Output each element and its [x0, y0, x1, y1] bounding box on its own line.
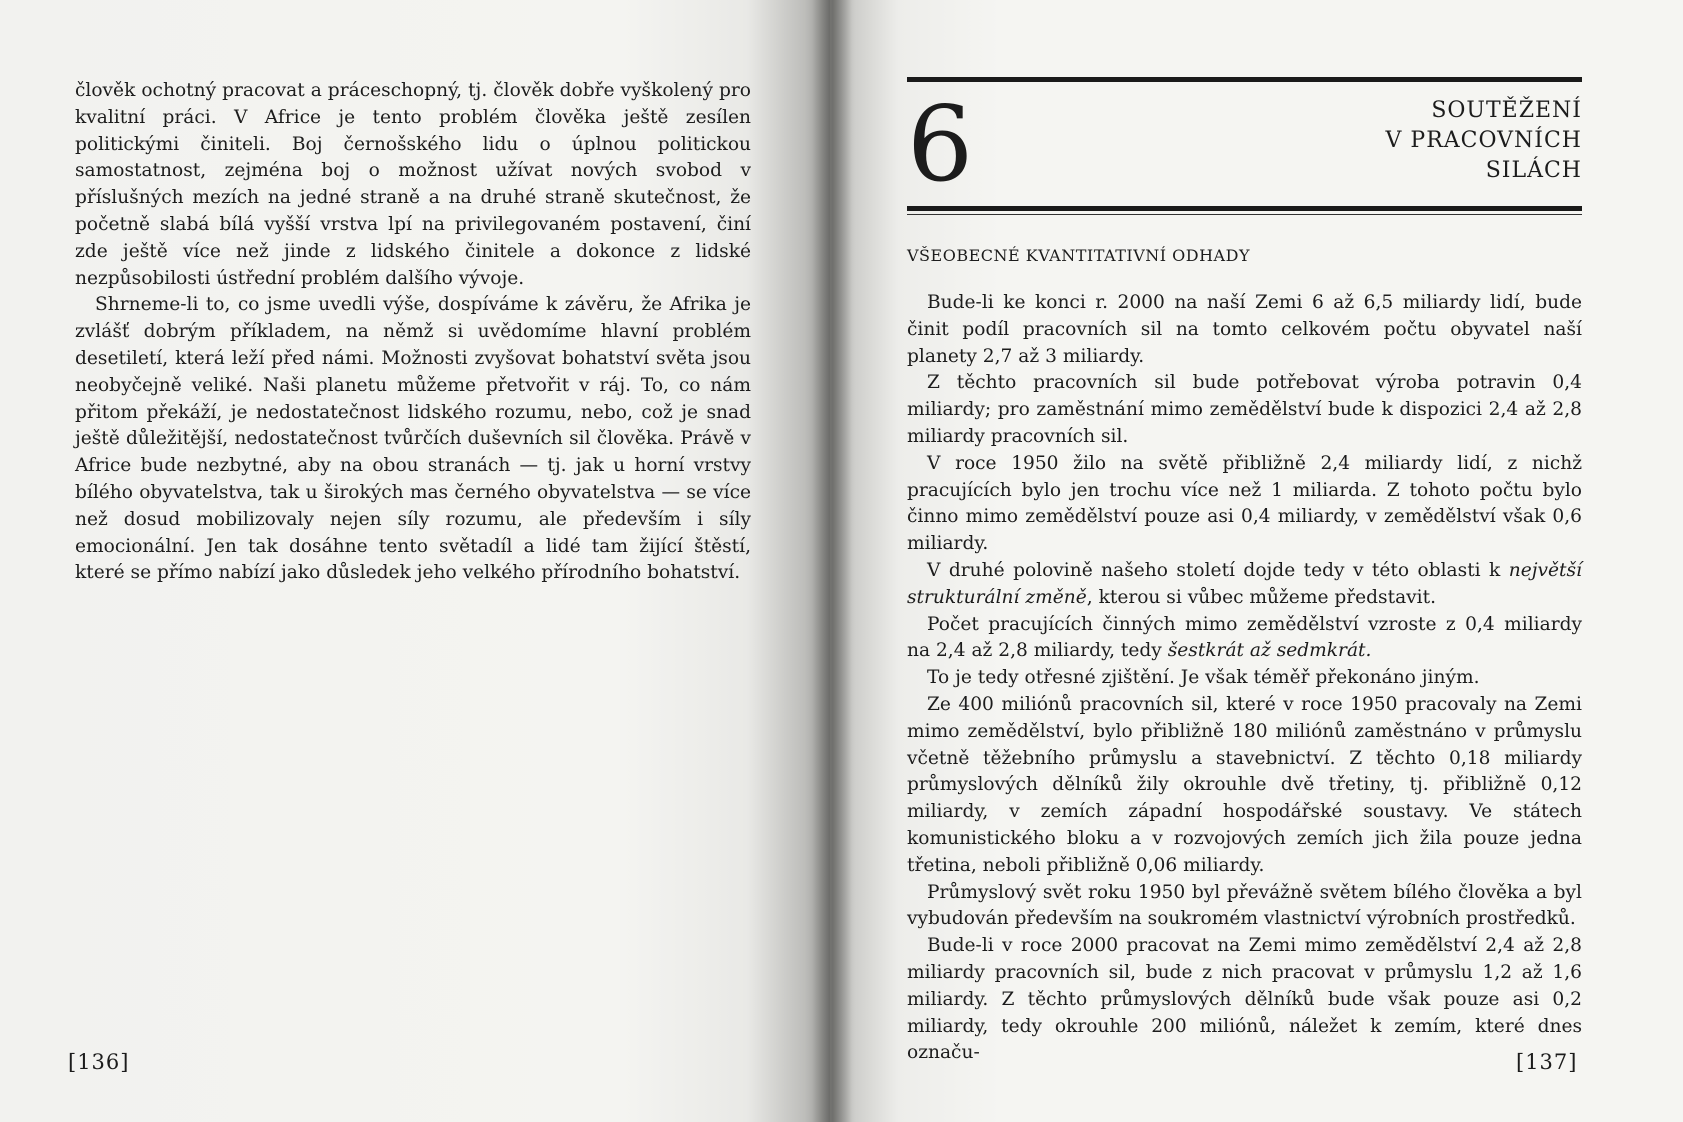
right-paragraph-4-emphasis: největší strukturální změně: [907, 559, 1582, 608]
right-paragraph-1: Bude-li ke konci r. 2000 na naší Zemi 6 až 6,5 miliardy lidí, bude činit podíl pracovních sil na tomto celkovém počtu obyvatel naší planety 2,7 až 3 miliardy.: [907, 292, 1582, 367]
heading-rule-bottom: [907, 206, 1582, 211]
chapter-title: [1162, 96, 1582, 186]
chapter-title-line-1: SOUTĚŽENÍ: [1431, 98, 1582, 123]
section-heading: VŠEOBECNÉ KVANTITATIVNÍ ODHADY: [907, 246, 1250, 265]
page-number-right: [137]: [1516, 1050, 1578, 1074]
right-paragraph-7: Ze 400 miliónů pracovních sil, které v roce 1950 pracovaly na Zemi mimo zemědělství, bylo přibližně 180 miliónů zaměstnáno v průmyslu včetně těžebního průmyslu a stavebnictví. Z těchto 0,18 miliardy průmyslových dělníků žily okrouhle dvě třetiny, tj. přibližně 0,12 miliardy, v zemích západní hospodářské soustavy. Ve státech komunistického bloku a v rozvojových zemích jich žila pouze jedna třetina, neboli přibližně 0,06 miliardy.: [907, 693, 1582, 876]
right-page-body: [907, 290, 1582, 1067]
chapter-title-line-2: V PRACOVNÍCH: [1385, 128, 1582, 153]
chapter-heading: [907, 74, 1582, 214]
right-paragraph-5: [907, 612, 1582, 666]
right-paragraph-5-emphasis: šestkrát až sedmkrát.: [1167, 640, 1372, 662]
right-paragraph-4-tail: , kterou si vůbec můžeme představit.: [1086, 586, 1436, 608]
left-paragraph-2: Shrneme-li to, co jsme uvedli výše, dospíváme k závěru, že Afrika je zvlášť dobrým příkladem, na němž si uvědomíme hlavní problém desetiletí, která leží před námi. Možnosti zvyšovat bohatství světa jsou neobyčejně veliké. Naši planetu můžeme přetvořit v ráj. To, co nám přitom překáží, je nedostatečnost lidského rozumu, nebo, což je snad ještě důležitější, nedostatečnost tvůrčích duševních sil člověka. Právě v Africe bude nezbytné, aby na obou stranách — tj. jak u horní vrstvy bílého obyvatelstva, tak u širokých mas černého obyvatelstva — se více než dosud mobilizovaly nejen síly rozumu, ale především i síly emocionální. Jen tak dosáhne tento světadíl a lidé tam žijící štěstí, které se přímo nabízí jako důsledek jeho velkého přírodního bohatství.: [75, 294, 751, 584]
heading-rule-top: [907, 77, 1582, 82]
heading-rule-bottom-thin: [907, 214, 1582, 215]
left-page-body: [75, 78, 751, 587]
chapter-title-line-3: SILÁCH: [1485, 158, 1582, 183]
left-paragraph-1: člověk ochotný pracovat a práceschopný, tj. člověk dobře vyškolený pro kvalitní práci. V Africe je tento problém člověka ještě zesílen politickými činiteli. Boj černošského lidu o úplnou politickou samostatnost, zejména boj o možnost užívat nových svobod v příslušných mezích na jedné straně a na druhé straně skutečnost, že početně slabá bílá vyšší vrstva lpí na privilegovaném postavení, činí zde ještě více než jinde z lidského činitele a dokonce z lidské nezpůsobilosti ústřední problém dalšího vývoje.: [75, 80, 751, 289]
right-paragraph-8: Průmyslový svět roku 1950 byl převážně světem bílého člověka a byl vybudován především na soukromém vlastnictví výrobních prostředků.: [907, 881, 1582, 930]
right-paragraph-4: [907, 558, 1582, 612]
right-paragraph-5-text: Počet pracujících činných mimo zemědělství vzroste z 0,4 miliardy na 2,4 až 2,8 miliardy, tedy: [907, 613, 1582, 662]
right-paragraph-4-text: V druhé polovině našeho století dojde tedy v této oblasti k: [927, 559, 1509, 581]
page-number-left: [136]: [68, 1050, 130, 1074]
right-paragraph-3: V roce 1950 žilo na světě přibližně 2,4 miliardy lidí, z nichž pracujících bylo jen trochu více než 1 miliarda. Z tohoto počtu bylo činno mimo zemědělství pouze asi 0,4 miliardy, v zemědělství však 0,6 miliardy.: [907, 452, 1582, 555]
right-paragraph-9: Bude-li v roce 2000 pracovat na Zemi mimo zemědělství 2,4 až 2,8 miliardy pracovních sil, bude z nich pracovat v průmyslu 1,2 až 1,6 miliardy. Z těchto průmyslových dělníků bude však pouze asi 0,2 miliardy, tedy okrouhle 200 miliónů, náležet k zemím, které dnes označu-: [907, 935, 1582, 1064]
right-paragraph-6: To je tedy otřesné zjištění. Je však téměř překonáno jiným.: [927, 667, 1480, 689]
right-paragraph-2: Z těchto pracovních sil bude potřebovat výroba potravin 0,4 miliardy; pro zaměstnání mimo zemědělství bude k dispozici 2,4 až 2,8 miliardy pracovních sil.: [907, 372, 1582, 447]
chapter-number: 6: [907, 83, 974, 205]
